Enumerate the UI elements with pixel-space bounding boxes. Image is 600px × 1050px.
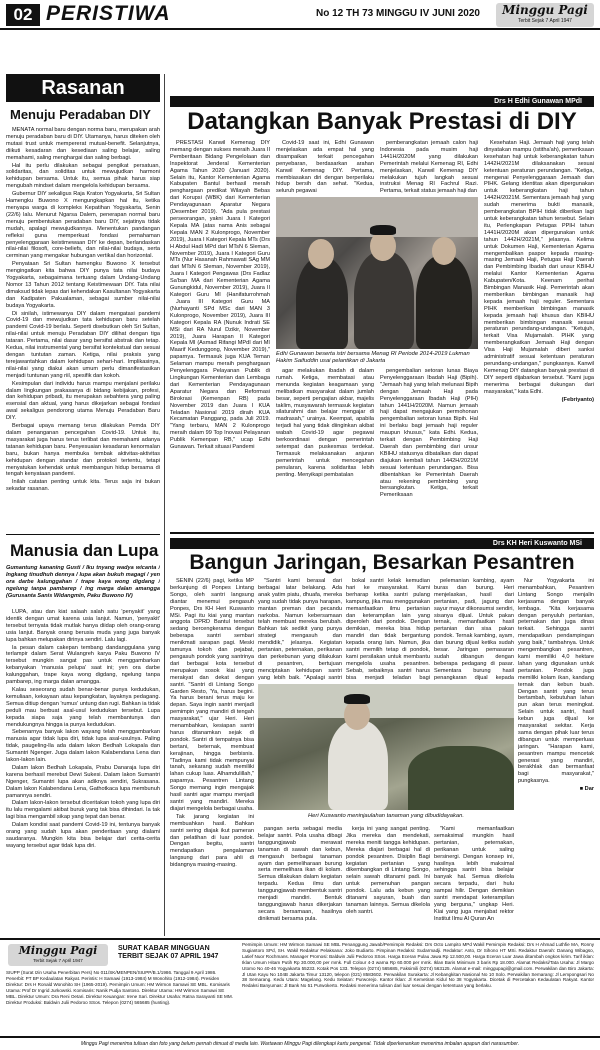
article1-photo-caption: Edhi Gunawan beserta istri bersama Menag RI Periode 2014-2019 Lukman Hakim Saifuddin usai pelantikan di Jakarta [276, 351, 470, 364]
manusia-paragraph: Dalam lakon-lakon tersebut diceritakan tokoh yang lupa diri itu lalu mengalami akibat buruk yang tak bisa dihindari. Ia tak lagi bisa mengambil sikap yang tepat dan benar. [6, 800, 160, 821]
article2-column-3-lower [346, 826, 430, 932]
rasanan-paragraph: Berbagai upaya memang terus dilakukan Pemda DIY dalam penanganan pencegahan Covid-19. Untuk itu, masyarakat juga harus terus terlibat dan memahami adanya tatanan kehidupan baru. Penyesuaian kesadaran kenormalan baru, bukan hanya membuka tembak aktivitas-aktivitas kehidupan dengan standar dan protokol tertentu, tetapi menyatukan kehendak untuk membangun hidup bersama di tengah kenyataan pandemi. [6, 423, 160, 478]
article2-col5-text: Nur Yogyakarta ini menambahkan, Pesantren Lintang Songo menjalin kerjasama dengan banyak lembaga. "Kita kerjasama dengan penyuluh pertanian, peternakan dan juga dinas terkait. Sehingga santri mendapatkan pendampingan yang baik," tambahnya. Untuk mengembangkan pesantren, kami memiliki 4,0 hektare lahan yang digunakan untuk pertanian. Pondok juga memiliki kolam ikan, kandang ternak dan kebun buah. Dengan santri yang terus bertambah, kebutuhan lahan pun akan terus meningkat. Selain untuk santri, hasil kebun juga dijual ke masyarakat sekitar. Kerja sama dengan pihak luar terus dibangun untuk memperluas jaringan. "Harapan kami, pesantren mampu mencetak generasi yang mandiri, berakhlak dan bermanfaat bagi masyarakat," pungkasnya. [518, 578, 594, 785]
photo-face [308, 239, 334, 269]
article1-column-2-lower [276, 368, 374, 525]
article2-col4-text: pelemanian kambing, ayam buras dan burung. Heri menjelaskan, hasil dari pertanian, padi, jagung dan sayur mayur dikonsumsi sendiri, sisanya dijual. Untuk pakan ternak, memanfaatkan hasil pertanian dan sisa pakan pondok. Ternak kambing, ayam, dan burung dijual ketika sudah besar. Jaringan pemasaran sudah dibangun dengan beberapa pedagang di pasar. Sementara burung hasil penangkaran dijual kepada [434, 578, 514, 681]
article2-column-4-lower [434, 826, 514, 932]
article2-photo [258, 684, 514, 810]
article1-column-3-lower [380, 368, 478, 525]
manusia-paragraph: Dalam lakon Bedhah Lokapala, Prabu Danaraja lupa diri karena berhasil merebut Dewi Sukesi. Dalam lakon Sumantri Ngenger, Sumantri lupa akan adiknya sendiri, Sukrasana. Dalam lakon Kalabendana Lena, Gathotkaca lupa membunuh pamannya sendiri. [6, 764, 160, 799]
article2-col3-lower-text: kerja ini yang sangat penting. Jika mereka dan mendekati, mereka meniti tangga kehidupan. Mereka diajari berbagai hal di pondok pesantren. Disiplin Bagi kegiatan pertanian yang dikembangkan di Lintang Songo, selain sawah ditanami padi. Ini untuk pemenuhan pangan pondok. Lalu ada kebun yang ditanami sayuran, buah dan tanaman lainnya. Semua dikelola oleh santri. [346, 826, 430, 915]
photo-person [354, 251, 414, 349]
rasanan-paragraph: Gubernur DIY sekaligus Raja Kraton Yogyakarta, Sri Sultan Hamengku Buwono X mengungkapkan hal itu, ketika menyapa warga di kompleks Kepatihan Yogyakarta, Senin (22/6) lalu. Menurut Ngarsa Dalem, penerapan normal baru menuju pembentukan peradaban baru DIY, sejatinya tidak mudah, apalagi mewujudkannya. Menentukan pandangan refleksi guna memperkuat fondasi pemahaman penyelenggaraan keistimewaan DIY ke depan, berlandaskan nilai-nilai filosofi, core-beliefs, dan nilai-nilai budaya, serta cerminan yang mengakar hubungan vertikal dan horizontal. [6, 191, 160, 260]
rasanan-paragraph: MENATA normal baru dengan norma baru, merupakan arah menuju peradaban baru di DIY. Utamanya, harus diteken oleh mutasi trust untuk mempererat mutual-benefit. Selanjutnya, diikuti kesadaran dan kesediaan saling belajar, saling memahami, saling menghargai dan saling berbagi. [6, 127, 160, 161]
article1-column-2 [276, 140, 374, 196]
rasanan-paragraph: Inilah catatan penting untuk kita. Terus saja ini bukan sekadar rasanan. [6, 479, 160, 493]
masthead-logo [496, 3, 594, 27]
photo-person [416, 255, 472, 349]
article2-column-2 [258, 578, 342, 682]
article1-col1-lower-text: Juara III Kategori Guru MA (Nurhayanti SPd MSc dari MAN 3 Kulonprogo, November 2019), Juara III Kategori Kepala RA (Nunuk Indrati SE MSi dari RA Nurul Dzikir, November 2019), Juara Harapan II Kategori Kepala MI (Asmad Rifangi MPdI dari MI Maarif Kedunggong, November 2019)," paparnya. Termasuk juga KUA Teman Selaman mampu meraih penghargaan Penyelenggara Pelayanan Publik di Lingkungan Kementerian dan Lembaga dari Kementerian Pendayagunaan Aparatur Negara dan Reformasi Birokrasi (Kemenpan RB) pada November 2019 dan Juara I KUA Teladan Nasional 2019 diraih KUA Kecamatan Panggang, pada Juli 2019. "Yang terbaru, MAN 2 Kulonprogo meraih dalam 99 Top Inovasi Pelayanan Publik Kemenpan RB," ucap Edhi Gunawan. Terkait situasi Pandemi [170, 299, 270, 451]
imprint-left-text: SIUPP (Surat Izin Usaha Penerbitan Pers) No 011/SK/MENPEN/SIUPP/B.1/1986. Tanggal 9 April 1986. Penerbit: PT BP Kedaulatan Rakyat. Perintis: H Samawi (1913-1984) M Wonohito (1912-1984). Presiden Direktur: Drs H Ronald Wonohito SH (1965-2019). Pemimpin Umum: HM Wirmon Samawi SE MBL. Komisaris Utama: Prof Dr Ingrid Jurkowski. Komisaris: Nanik Pudja Santoso. Direktur Utama: HM Wirmon Samawi SE MBL. Direktur Umum: Dra Reni Oetari. Direktur Keuangan: Irene Sari. Direktur Usaha: Ratna Sarayanti SE MM. Direktur Produksi: Baldwin Julii Pedoroo SSos. Telepon (0274) 565685 (hunting). [6, 970, 233, 1005]
rasanan-paragraph: Kesimpulan dari individu harus mampu menjalani perilaku dalam lingkungan prakasanya di bidang kebijakan, profesi, dan kehidupan pribadi, itu merupakan sebahtera yang paling esensial dan aktual, yang harus dikejarkan sebagai fondasi awal sekaligus pendorong utama Menuju Peradaban Baru DIY. [6, 380, 160, 422]
manusia-paragraph: LUPA, atau dan kiat salaah salah satu 'penyakit' yang identik dengan umat karena usia lanjut. Namun, 'penyakit' tersebut ternyata tidak mutlak hanya diidap oleh orang-orang usia lanjut. Banyak orang berusia muda yang juga banyak lupa bahkan melupakan dirinya sendiri. Lalu lagi. [6, 609, 160, 643]
article1-column-1 [170, 140, 270, 297]
article2-title: Bangun Jaringan, Besarkan Pesantren [189, 551, 575, 574]
article2-col1-text: SENIN (22/6) pagi, ketika MP berkunjung di Ponpes Lintang Songo, oleh santri langsung diantar menemui pengasuh Ponpes, Drs KH Heri Kuswanto MSi. Pagi itu kiai yang mantan anggota DPRD Bantul tersebut sedang bercengkerama dengan beberapa santri sembari menikmati sarapan pagi. Meski tamunya tokoh dan pejabat, pengasuh pondok yang santrinya dari berbagai kota tersebut merupakan sosok kiai yang merakyat dan dekat dengan santri. "Santri di Lintang Songo Garden Resto, 'Ya, harus begini. Ya harus berani terus maju ke depan. Saya ingin santri menjadi pemimpin yang mandiri di tengah masyarakat," ujar Heri. Heri menambahkan, kesiapan santri harus ditanamkan sejak di pondok. Santri di tempatnya bisa bertani, beternak, membuat kerajinan, hingga berbisnis. "Tadinya kami tidak mempunyai tanah, sekarang sudah memiliki lahan cukup luas. Alhamdulillah," paparnya. Pesantren Lintang Songo memang ingin mengajak hasil santri agar mampu menjadi santri yang mandiri. Mereka diajari mengelola berbagai usaha. [170, 578, 254, 812]
imprint-masthead-tagline: Terbit Sejak 7 April 1947 [33, 958, 83, 963]
photo-face [432, 237, 456, 265]
article-separator [170, 532, 594, 534]
article2-col1-lower-text: Tak jarang kegiatan ini membuahkan hasil. Bahkan santri sering diajak ikut pameran dan pelatihan di luar pondok. Dengan begitu, santri mendapatkan pengalaman langsung dari para ahli di bidangnya masing-masing. [170, 813, 254, 869]
article1-column-4 [484, 140, 594, 524]
photo-plants [408, 746, 514, 810]
manusia-poem: Gumantung kananing Gusti / Iku tnyang wadya wicanta / Ingkang tinudhuh dennya / lupa akan bukuh magagi / yen ora darbe kalunggahan / trape kaya wong digdang / ngelung tanpa pambarep / ing marga dalan amangga (Gurusanta Sanis Widangmin, Paku Buwono IV) [6, 565, 160, 599]
article2-column-2-lower [258, 826, 342, 932]
masthead-name: Minggu Pagi [502, 3, 588, 17]
page-header [0, 0, 600, 30]
page-footer-note: Minggu Pagi menerima tulisan dan foto yang belum pernah dimuat di media lain. Wartawan Minggu Pagi dilengkapi kartu pengenal. Tidak diperkenankan menerima imbalan apapun dari narasumber. [0, 1036, 600, 1050]
article2-column-3 [346, 578, 430, 682]
article1-column-3 [380, 140, 478, 196]
rasanan-paragraph: Penyataan Sri Sultan hamengku Buwono X tersebut mengingatkan kita bahwa DIY punya tata nilai budaya Yogyakarta, sebagaimana tertuang dalam Undang-Undang Nomor 13 Tahun 2012 tentang Keistimewaan DIY. Tata nilai dimaksud tidak lepas dari kehendakan Kasultanan Yogyakarta dan Kadipaten Pakualaman, sebagai sumber nilai-nilai budaya Yogyakarta. [6, 261, 160, 309]
imprint-masthead-logo [8, 944, 108, 966]
rasanan-paragraph: Di sinilah, istimewanya DIY dalam mengatasi pandemi Covid-19 dan mewujudkan tata kehidupan baru setelah pandemi Covid-19 berlalu. Seperti disebutkan oleh Sri Sultan, nilai-nilai untuk menuju Peradaban DIY dilihat dengan tiga tataran. Pertama, nilai dasar yang bersifat abstrak dan tetap. Kedua, nilai instrumental yang bersifat kontekstual dan sesuai dengan tuntutan zaman. Ketiga, nilai praksis yang terejawantahkan dalam kehidupan sehari-hari. Implikasinya, nilai-nilai yang diakui akan umum perlu dimanifestasikan menjadi tuntunan yang riil, spesifik dan kokoh. [6, 310, 160, 379]
article1-signoff: (Febriyanto) [561, 396, 594, 403]
article1-col3-lower-text: pengembalian setoran lunas Biaya Penyelenggaraan Ibadah Haji (Bipih). "Jemaah haji yang telah melunasi Bipih dengan Jemaah Haji pada Penyelenggaraan Ibadah Haji (PIH) tahun 1441H/2020M. Namun jemaah haji dapat mengajukan permohonan pengembalian setoran lunas Bipih. Hal ini berlaku bagi jemaah haji reguler maupun khusus," kata Edhi. Kedua, terkait dengan Pembimbing Haji Daerah dan pembimbing dari unsur KBIHU statusnya dibatalkan dan dapat diajukan kembali tahun 1442H/2021M sesuai ketentuan perundangan. Bisa dibentahkan ke Pemerintah Daerah atau rekening pembimbing yang bersangkutan. Ketiga, terkait Pemeriksaan [380, 368, 478, 499]
photo-face [344, 700, 370, 730]
article1-col4-text: Kesehatan Haji. Jemaah haji yang telah dinyatakan mampu (istitha'ah), pemeriksaan kesehatan haji untuk keberangkatan tahun 1442H/2021M dilaksanakan sesuai ketentuan peraturan perundangan. "Ketiga, mengenai Penyelenggaraan Jemaah dan PIHK. Gelang identitas akan dipergunakan untuk keberangkatan haji tahun 1442H/2021M. Sementara jemaah haji yang sudah menerima bukti manasik, pemberangkatan BPIH tidak diberikan lagi untuk keberangkatan tahun tersebut. Selain itu, Perlengkapan Petugas PPIH tahun 1441H/2020M akan dipergunakan untuk tahun 1442H/2021M," jelasnya. Kelima untuk Dokumen Haji, Kementerian Agama mengembalikan paspor kepada masing-masing Jemaah Haji, Petugas Haji Daerah dan Pembimbing Ibadah dari unsur KBIHU melalui Kantor Kementerian Agama Kabupaten/Kota. Keenam perihal Bimbingan Manasik Haji. Pemerintah akan memberikan bimbingan manasik haji kepada jemaah haji reguler. Sementara PIHK memberikan bimbingan manasik kepada jemaah haji khusus dan KBIHU memberikan bimbingan manasik sesuai peraturan perundang-undangan. "Ketujuh, terkait Visa Mujamalah. PIHK yang memberangkatkan Jemaah Haji dengan Visa Haji Mujamalah diberi sanksi administratif sesuai ketentuan peraturan perundang-undangan," pungkasnya. Kanwil Kemenag DIY datangkan banyak prestasi di DIY seperti dijabarkan tersebut. "Kami juga menerima berbagai dukungan dari masyarakat," kata Edhi. [484, 140, 594, 395]
imprint-heading: SURAT KABAR MINGGUAN TERBIT SEJAK 07 APRIL 1947 [118, 945, 219, 960]
issue-line: No 12 TH 73 MINGGU IV JUNI 2020 [316, 8, 480, 19]
manusia-paragraph: Ia pesan dalam cakepan tembang dandanggulana yang terlampir dalam Serat Wulangreh karya Paku Buwono IV tersebut mungkin sangat pas untuk menggambarkan kebanyakan 'manusia pelupa' saat ini; yen ora darbe kalunggahan, trape kaya wong digdang, ngelung tanpa pambarep, ing marga dalan amangga. [6, 644, 160, 686]
article1-col3-text: pemberangkatan jemaah calon haji Indonesia pada musim haji 1441H/2020M yang dilakukan Pemerintah melalui Kemenag RI, Edhi menjelaskan, Kanwil Kemenag DIY melakukan tujuh langkah sesuai instruksi Menag RI Fachrul Razi. Pertama, terkait status jemaah haji dan [380, 140, 478, 195]
manusia-paragraph: Sebenarnya banyak lakon wayang telah menggambarkan manusia agar tidak lupa diri, tidak lupa asal-usulnya. Paling tidak, paugeling-lla ada dalam lakon Bedhah Lokapala dan Sumantri Ngenger. Juga dalam lakon Kalabendana Lena dan lakon-lakon lain. [6, 729, 160, 764]
article2-col2-text: "Santri kami berasal dari berbagai latar belakang. Ada anak yatim piatu, dhuafa, mereka yang sudah tidak punya harapan, mantan preman dan pecandu narkoba. Namun kebersamaan telah membuat mereka berubah. Bahkan tak sedikit yang punya strategi mengasuh dan mendidik," jelasnya. Kegiatan pertanian, peternakan, perikanan dan perkebunan yang dilakukan di pesantren, bertujuan menciptakan kehidupan santri yang lebih baik. "Apalagi santri [258, 578, 342, 681]
photo-sky [258, 684, 514, 718]
article2-byline: Drs KH Heri Kuswanto MSi [170, 538, 594, 549]
article2-col4-lower-text: "Kami memanfaatkan semaksimal mungkin hasil pertanian, peternakan, perikanan untuk saling bersinergi. Dengan konsep ini, hasilnya lebih maksimal sehingga santri bisa belajar banyak hal. Semua dikelola secara terpadu, dari hulu sampai hilir. Dengan demikian santri mendapat keterampilan yang berguna," ungkap Heri. Kiai yang juga menjabat rektor Institut Ilmu Al Quran An [434, 826, 514, 922]
manusia-paragraph: Kalau seseorang sudah benar-benar punya kedudukan, kemuliaan, kekayaan atau kepangkatan, layaknya pedagang. Semua ditiup dengan 'rumus' untung dan rugi. Bahkan ia tidak peduli mau berbuat asal-usul kedudukan tersebut. Lupa kepada siapa saja yang telah membantunya dan mendukungnya hingga ia punya kedudukan. [6, 686, 160, 728]
masthead-tagline: Terbit Sejak 7 April 1947 [518, 18, 572, 24]
article1-col2-lower-text: agar melakukan ibadah di dalam rumah. Ketiga, membatasi atau menunda kegiatan keagamaan yang melibatkan masyarakat dalam jumlah besar, seperti pengajian akbar, majelis taklim, musyawarah termasuk kegiatan silaturahmi dan belajar mengajar di madrasah," urainya. Keempat, apabila terjadi hal yang tidak diinginkan akibat wabah Covid-19 agar pegawai berkoordinasi dengan pemerintah setempat dan puskesmas terdekat. Termasuk melaksanakan anjuran pemerintah untuk mencegahan penularan, karena solidaritas lebih penting. Menyikapi pembatalan [276, 368, 374, 478]
article1-byline: Drs H Edhi Gunawan MPdI [170, 96, 594, 107]
article2-col2-lower-text: pangan serta sebagai media belajar santri. Pola usaha dibagi tanggungjawab merawat tanaman di sawah dan kebun, mengasuh berbagai tanaman ayam dan pemeliharaan burung serta memelihara ikan di kolam. Semua dilakukan dalam kegiatan terpadu. Kedua ilmu dan tanggungjawab membentuk santri menjadi mandiri. Bentuk tanggungjawab harus dikerjakan secara bersamaan, hasilnya dinikmati bersama pula. [258, 826, 342, 922]
manusia-paragraph: Dalam kondisi saat pandemi Covid-19 ini, tentunya banyak orang yang sudah lupa akan penderitaan yang dialami saudaranya. Mungkin kita bisa belajar dari cerita-cerita wayang tersebut agar tidak lupa diri. [6, 822, 160, 849]
photo-cap [344, 694, 370, 704]
manusia-body [6, 609, 160, 935]
photo-face [370, 231, 396, 261]
article1-col2-text: Covid-19 saat ini, Edhi Gunawan menjelaskan ada empat hal yang disampaikan terkait pencegahan penyebaran, berdasarkan arahan Kanwil Kemenag DIY. Pertama, membiasakan diri dengan berperilaku hidup bersih dan sehat. "Kedua, seluruh pegawai [276, 140, 374, 195]
rasanan-body [6, 127, 160, 530]
column-divider [164, 74, 165, 936]
imprint-rule [0, 938, 600, 940]
page-number: 02 [6, 4, 40, 26]
article2-column-5 [518, 578, 594, 928]
section-rubric: PERISTIWA [46, 2, 171, 25]
imprint-right-text: Pemimpin Umum: HM Wirmon Samawi SE MBL Penanggung Jawab/Pemimpin Redaksi: Drs Octo Lampito MPd Wakil Pemimpin Redaksi: Drs H Ahmad Luthfie MA, Ronny Sugiantoro SPd, SH. Wakil Redaktur Pelaksana: Joko Budiarto. Pimpinan Redaksi: Sudarmadji. Redaktur: Anto, Dr Sihono HT MSi. Redaktur Daerah: Danang Wibagso, Latief Nuor Rochmans. Manager Promosi: Baldwin Julii Pedoroo SSos. Harga Eceran Pulau Jawa Rp 12.500,00. Harga Eceran Luar Jawa ditambah ongkos kirim. Tarif iklan: Iklan Umum Hitam Putih Rp 30.000,00 per mmk. Full Colour 4-3 warna Rp 60.000 per mmk. Iklan Baris Minimum 3 baris Rp 18.000. Alamat Redaksi/Tata Usaha: Jl Margo Utomo No 40-46 Yogyakarta 55233. Kotak Pos 133. Telepon (0274) 565685, Faksimili (0274) 563125. Alamat e-mail: minggupagi@gmail.com. Perwakilan dan Biro Jakarta: Jl Utan Kayu No 104B Jakarta Timur 13120, telepon (021) 8583602. Perwakilan Surakarta: Jl Kebangkitan Nasional No 10 Solo. Perwakilan Semarang: Jl Lempongsari No 38 Semarang. Kedu Utara: Magelang. Kedu Selatan: Purworejo. Kantor Iklan: Jl Kemetiran Kidul No 38 Yogyakarta. Dicetak di Percetakan Kedaulatan Rakyat. Kantor Redaksi Banyumas: Jl Bank No 51 Purwokerto. Redaksi menerima tulisan dari luar sesuai dengan ketentuan yang berlaku. [242, 942, 594, 989]
column-rule [6, 534, 160, 535]
article1-column-1-lower [170, 299, 270, 525]
photo-person [296, 257, 348, 349]
article2-photo-caption: Heri Kuswanto meninjaulahan tanaman yang dibudidayakan. [308, 813, 464, 819]
article2-column-1 [170, 578, 254, 918]
article2-column-4 [434, 578, 514, 682]
imprint-masthead-name: Minggu Pagi [18, 944, 98, 957]
article1-col1-text: PRESTASI Kanwil Kemenag DIY memang dengan sukses meraih Juara II Pemberitaan Bidang Pengelolaan dan Inspektorat Jenderal Kementerian Agama Tahun 2020 (Januari 2020). Selain itu, Kantor Kementerian Agama Kabupaten Bantul berhasil meraih penghargaan predikat Wilayah Bebas dari Korupsi (WBK) dari Kementerian Pendayagunaan Aparatur Negara (Desember 2019). "Ada pula prestasi perseorangan, yakni Juara I Kategori Kepala MA (atas nama Anis sebagai Kepala MAN 2 Kulonprogo, November 2019), Juara I Kategori Kepala MTs (Drs H Abdul Hadi MPd dari MTsN 6 Sleman, November 2019), Juara I Kategori Guru MTs (Nur Hasanah Rahmawati SAg MM dari MTsN 6 Sleman, November 2019), Juara I Kategori Pengawas (Drs Fadlaz Sa'ban MA dari Kementerian Agama Gunungkidul, November 2019), Juara II Kategori Guru MI (Hanifaturrohmah [170, 140, 270, 297]
article2-col3-text: bokal santri kelak kemudian hari ke masyarakat. Kami berharap ketika santri pulang kampung, jika mau menggunakan memanfaatkan ilmu pertanian dan keterampilan lain yang diperoleh dari pondok. Dengan demikian, mereka bisa hidup mandiri dan tidak bergantung kepada orang lain. Namun, jika santri memilih tetap di pondok, kami persilakan untuk membantu mengelola usaha pesantren. Sebab, sebaiknya santri harus bisa menjadi teladan bagi [346, 578, 430, 681]
rasanan-section-label: Rasanan [6, 74, 160, 102]
article1-photo [276, 197, 478, 349]
photo-person [328, 720, 388, 810]
photo-cap [370, 225, 396, 235]
rasanan-title: Menuju Peradaban DIY [10, 107, 151, 122]
manusia-title: Manusia dan Lupa [10, 541, 159, 560]
article2-signoff: ■ Dar [579, 786, 594, 793]
rasanan-paragraph: Hal itu perlu dilakukan sebagai pengikat persatuan, solidaritas, dan soliditas untuk mewujudkan harmoni kehidupan bersama. Untuk itu, semua pihak harus siap mengubah mindset dalam mengelola kehidupan bersama. [6, 162, 160, 190]
article1-title: Datangkan Banyak Prestasi di DIY [187, 108, 577, 135]
